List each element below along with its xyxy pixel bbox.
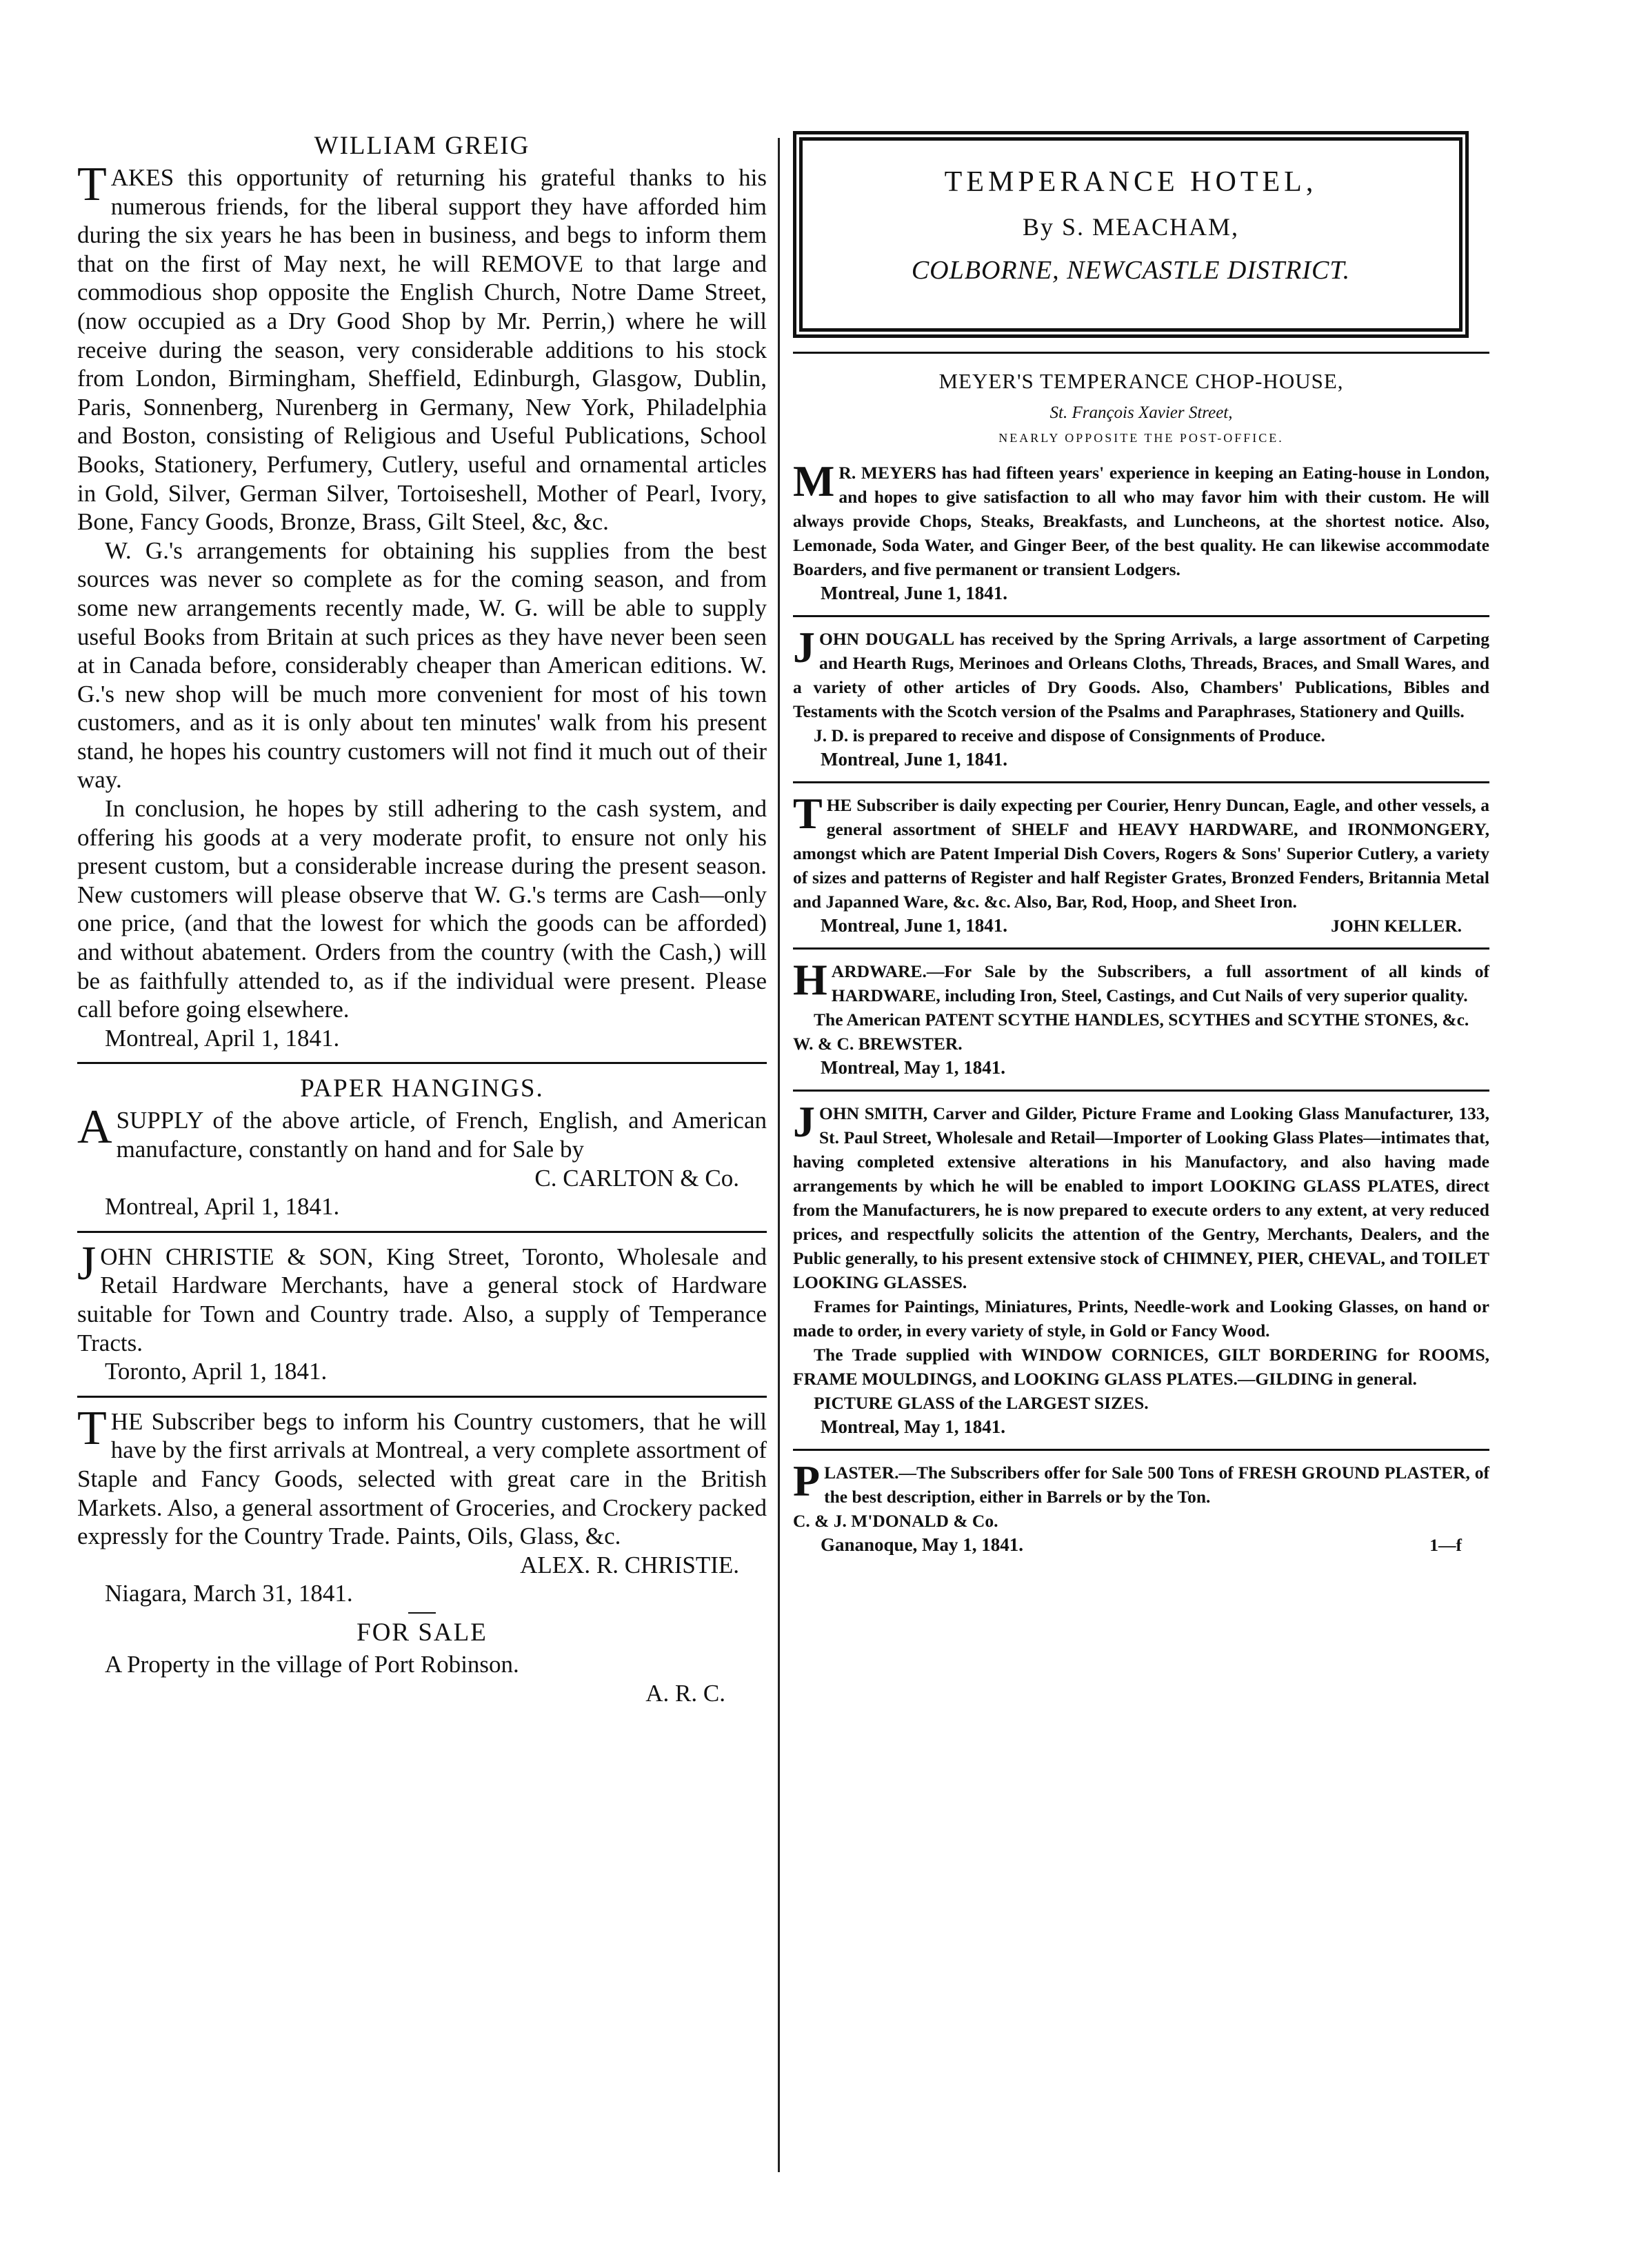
ad-body: The American PATENT SCYTHE HANDLES, SCYTHES and SCYTHE STONES, &c. [814,1010,1469,1030]
section-rule [77,1396,767,1398]
ad-dateline: Montreal, April 1, 1841. [105,1024,340,1052]
ad-body: THE Subscriber begs to inform his Country customers, that he will have by the first arrivals at Montreal, a very complete assortment of Staple and Fancy Goods, selected with great care in the British Markets. Also, a general assortment of Groceries, and Crockery packed expressly for the Country Trade. Paints, Oils, Glass, &c. [77,1401,767,1550]
drop-cap: T [77,158,107,211]
ad-alex-christie [77,1401,767,1608]
ad-meyer-chop-house [793,369,1489,605]
ad-for-sale [77,1618,767,1707]
ad-body: JOHN CHRISTIE & SON, King Street, Toronto, Wholesale and Retail Hardware Merchants, have a general stock of Hardware suitable for Town and Country trade. Also, a supply of Temperance Tracts. [77,1236,767,1356]
ad-dateline: Montreal, June 1, 1841. [821,583,1007,603]
ad-body: Frames for Paintings, Miniatures, Prints, Needle-work and Looking Glasses, on hand or made to order, in every variety of style, in Gold or Fancy Wood. [793,1296,1489,1341]
ad-signature: C. & J. M'DONALD & Co. [793,1511,998,1531]
ad-dateline: Montreal, May 1, 1841. [821,1416,1005,1437]
left-column [77,131,767,1707]
ad-body: W. G.'s arrangements for obtaining his supplies from the best sources was never so complete as for the coming season, and from some new arrangements recently made, W. G. will be able to supply useful Books from Britain at such prices as they have never been seen at in Canada before, considerably cheaper than American editions. W. G.'s new shop will be much more convenient for most of his town customers, and as it is only about ten minutes' walk from his present stand, he hopes his country customers will not find it much out of their way. [77,536,767,794]
ad-body: PLASTER.—The Subscribers offer for Sale 500 Tons of FRESH GROUND PLASTER, of the best description, either in Barrels or by the Ton. [793,1456,1489,1507]
ad-heading: FOR SALE [356,1618,488,1647]
ad-subheading: NEARLY OPPOSITE THE POST-OFFICE. [998,431,1284,445]
ad-dateline: Gananoque, May 1, 1841. [821,1534,1024,1555]
ad-heading: PAPER HANGINGS. [300,1074,544,1103]
ad-dateline: Montreal, May 1, 1841. [821,1057,1005,1078]
ad-body: M R. MEYERS has had fifteen years' experience in keeping an Eating-house in London, and hopes to give satisfaction to all who may favor him with their custom. He will always provide Chops, Steaks, Breakfasts, and Luncheons, at the shortest notice. Also, Lemonade, Soda Water, and Ginger Beer, of the best quality. He can likewise accommodate Boarders, and five permanent or transient Lodgers. [793,456,1489,579]
ad-temperance-hotel [793,131,1489,338]
ad-dateline: Montreal, June 1, 1841. [821,749,1007,770]
drop-cap: J [793,1097,815,1146]
ad-signature: C. CARLTON & Co. [534,1164,739,1192]
section-rule [793,615,1489,617]
ad-paper-hangings [77,1074,767,1221]
ad-dateline: Niagara, March 31, 1841. [105,1580,353,1607]
drop-cap: J [77,1236,97,1290]
ad-body: TAKES this opportunity of returning his grateful thanks to his numerous friends, for the liberal support they have afforded him during the six years he has been in business, and begs to inform them that on the first of May next, he will REMOVE to that large and commodious shop opposite the English Church, Notre Dame Street, (now occupied as a Dry Good Shop by Mr. Perrin,) where he will receive during the season, very considerable additions to his stock from London, Birmingham, Sheffield, Edinburgh, Glasgow, Dublin, Paris, Sonnenberg, Nurenberg in Germany, New York, Philadelphia and Boston, consisting of Religious and Useful Publications, School Books, Stationery, Perfumery, Cutlery, useful and ornamental articles in Gold, Silver, German Silver, Tortoiseshell, Mother of Pearl, Ivory, Bone, Fancy Goods, Bronze, Brass, Gilt Steel, &c, &c. [77,158,767,536]
hotel-location: COLBORNE, NEWCASTLE DISTRICT. [911,256,1351,285]
ad-body: The Trade supplied with WINDOW CORNICES, GILT BORDERING for ROOMS, FRAME MOULDINGS, and LOOKING GLASS PLATES.—GILDING in general. [793,1345,1489,1389]
ad-heading: WILLIAM GREIG [314,132,530,160]
ad-body: In conclusion, he hopes by still adhering to the cash system, and offering his goods at a very moderate profit, to ensure not only his present custom, but a considerable increase during the present season. New customers will please observe that W. G.'s terms are Cash—only one price, (and that the lowest for which the goods can be afforded) and without abatement. Orders from the country (with the Cash,) will be as faithfully attended to, as if the individual were present. Please call before going elsewhere. [77,795,767,1023]
drop-cap: T [793,789,823,838]
hotel-title: TEMPERANCE HOTEL, [944,166,1318,198]
drop-cap: J [793,623,815,672]
ad-brewster-hardware [793,955,1489,1080]
ad-body: THE Subscriber is daily expecting per Courier, Henry Duncan, Eagle, and other vessels, a general assortment of SHELF and HEAVY HARDWARE, and IRONMONGERY, amongst which are Patent Imperial Dish Covers, Rogers & Sons' Superior Cutlery, a variety of sizes and patterns of Register and half Register Grates, Bronzed Fenders, Britannia Metal and Japanned Ware, &c. &c. Also, Bar, Rod, Hoop, and Sheet Iron. [793,789,1489,912]
ad-code: 1—f [1429,1535,1462,1555]
ad-dateline: Toronto, April 1, 1841. [105,1358,328,1385]
drop-cap: A [77,1101,112,1154]
ad-heading: MEYER'S TEMPERANCE CHOP-HOUSE, [938,369,1344,393]
ad-john-christie [77,1236,767,1386]
ad-william-greig [77,131,767,1052]
ad-signature: ALEX. R. CHRISTIE. [520,1551,739,1578]
section-rule [77,1062,767,1064]
ad-signature: JOHN KELLER. [1331,916,1462,936]
ad-dateline: Montreal, April 1, 1841. [105,1193,340,1221]
ad-john-keller [793,789,1489,938]
column-divider [778,138,780,2172]
ad-mcdonald-plaster [793,1456,1489,1557]
ad-body: JOHN DOUGALL has received by the Spring Arrivals, a large assortment of Carpeting and Hearth Rugs, Merinoes and Orleans Cloths, Threads, Braces, and Small Wares, and a variety of other articles of Dry Goods. Also, Chambers' Publications, Bibles and Testaments with the Scotch version of the Psalms and Paraphrases, Stationery and Quills. [793,623,1489,721]
ad-body: HARDWARE.—For Sale by the Subscribers, a full assortment of all kinds of HARDWARE, including Iron, Steel, Castings, and Cut Nails of very superior quality. [793,955,1489,1005]
section-rule [793,1090,1489,1092]
section-rule [793,781,1489,783]
section-rule [793,1449,1489,1451]
ad-body: JOHN SMITH, Carver and Gilder, Picture Frame and Looking Glass Manufacturer, 133, St. Paul Street, Wholesale and Retail—Importer of Looking Glass Plates—intimates that, having completed extensive alterations in his Manufactory, and also having made arrangements by which he will be enabled to import LOOKING GLASS PLATES, direct from the Manufacturers, he is now prepared to execute orders to any extent, at very reduced prices, and respectfully solicits the attention of the Gentry, Merchants, Dealers, and the Public generally, to his present extensive stock of CHIMNEY, PIER, CHEVAL, and TOILET LOOKING GLASSES. [793,1097,1489,1292]
ad-dateline: Montreal, June 1, 1841. [821,915,1007,936]
right-column [793,131,1489,1557]
hotel-proprietor: By S. MEACHAM, [1022,213,1240,241]
drop-cap: T [77,1401,107,1455]
section-rule [793,947,1489,950]
drop-cap: M [793,456,835,505]
section-rule [77,1231,767,1233]
ad-body: J. D. is prepared to receive and dispose of Consignments of Produce. [814,725,1325,745]
section-rule [793,352,1489,354]
drop-cap: H [793,955,827,1004]
ad-body: ASUPPLY of the above article, of French, English, and American manufacture, constantly on hand and for Sale by [77,1101,767,1163]
ad-subheading: St. François Xavier Street, [1049,403,1233,422]
ad-john-smith [793,1097,1489,1439]
ad-signature: A. R. C. [645,1679,725,1707]
ad-john-dougall [793,623,1489,772]
drop-cap: P [793,1456,821,1505]
ad-body: A Property in the village of Port Robinson. [105,1650,519,1678]
ad-signature: W. & C. BREWSTER. [793,1034,963,1054]
ad-body: PICTURE GLASS of the LARGEST SIZES. [814,1393,1149,1413]
short-rule [408,1612,436,1614]
